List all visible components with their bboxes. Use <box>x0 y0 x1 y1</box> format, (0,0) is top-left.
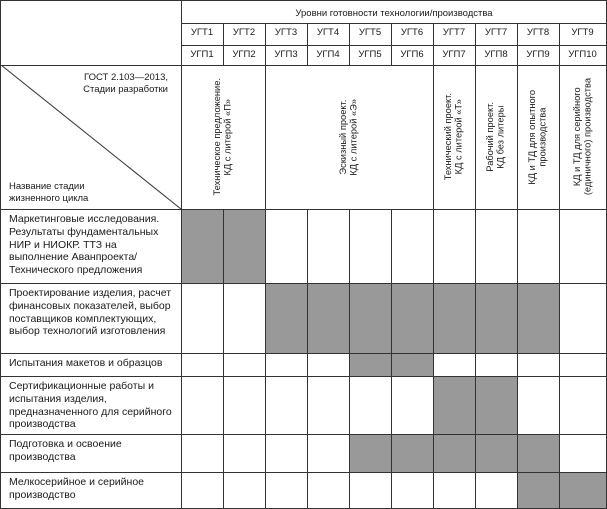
shaded-cell <box>517 434 559 472</box>
shaded-cell <box>307 283 349 353</box>
ugp-level-2: УГП2 <box>232 49 256 60</box>
gost-stage-label: Техническое предложение. КД с литерой «П» <box>212 78 233 196</box>
shaded-cell <box>349 353 391 376</box>
shaded-cell <box>223 209 265 283</box>
corner-stage-label: Название стадии жизненного цикла <box>9 181 89 204</box>
shaded-cell <box>349 283 391 353</box>
shaded-cell <box>559 472 606 508</box>
gost-stage-label: Рабочий проект. КД без литеры <box>485 102 506 172</box>
gost-stage-5 <box>517 69 559 205</box>
ugt-level-2: УГТ2 <box>232 27 256 38</box>
stage-row-label: Маркетинговые исследования. Результаты фундаментальных НИР и НИОКР. ТТЗ на выполнение Аванпроекта/Технического предложения <box>9 213 160 277</box>
gost-stage-label: КД и ТД для опытного производства <box>527 89 548 185</box>
ugt-level-9: УГТ8 <box>526 27 550 38</box>
grid-line <box>307 209 308 508</box>
corner-gost-label: ГОСТ 2.103—2013, Стадии разработки <box>83 72 168 95</box>
header-title: Уровни готовности технологии/производства <box>295 8 493 19</box>
stage-row-label: Испытания макетов и образцов <box>9 357 163 369</box>
grid-line <box>0 65 606 66</box>
grid-line <box>349 209 350 508</box>
grid-line <box>0 353 606 354</box>
ugp-level-3: УГП3 <box>274 49 298 60</box>
shaded-cell <box>433 283 475 353</box>
ugp-level-10: УГП10 <box>568 49 597 60</box>
shaded-cell <box>181 209 223 283</box>
stage-row-label: Мелкосерийное и серийное производство <box>9 476 145 501</box>
shaded-cell <box>475 434 517 472</box>
gost-stage-label: Технический проект. КД с литерой «Т» <box>443 93 464 181</box>
ugp-level-5: УГП5 <box>358 49 382 60</box>
gost-stage-4 <box>475 69 517 205</box>
shaded-cell <box>475 376 517 434</box>
shaded-cell <box>391 283 433 353</box>
grid-line <box>223 209 224 508</box>
grid-line <box>0 376 606 377</box>
stage-row-label: Проектирование изделия, расчет финансовых показателей, выбор поставщиков комплектующих, выбор технологий изготовления <box>9 287 172 338</box>
shaded-cell <box>391 353 433 376</box>
gost-stage-1 <box>181 69 265 205</box>
ugp-level-8: УГП8 <box>484 49 508 60</box>
ugt-level-8: УГТ7 <box>484 27 508 38</box>
grid-line <box>0 283 606 284</box>
ugp-level-9: УГП9 <box>526 49 550 60</box>
ugp-level-1: УГП1 <box>190 49 214 60</box>
ugt-level-10: УГТ9 <box>571 27 594 38</box>
grid-line <box>0 434 606 435</box>
shaded-cell <box>517 472 559 508</box>
shaded-cell <box>265 283 307 353</box>
stage-row-label: Подготовка и освоение производства <box>9 438 122 463</box>
gost-stage-6 <box>559 69 606 205</box>
grid-line <box>0 472 606 473</box>
ugt-level-7: УГТ7 <box>442 27 466 38</box>
gost-stage-3 <box>433 69 475 205</box>
ugt-level-5: УГТ5 <box>358 27 382 38</box>
ugt-level-4: УГТ4 <box>316 27 340 38</box>
shaded-cell <box>349 434 391 472</box>
shaded-cell <box>391 434 433 472</box>
gost-stage-2 <box>265 69 433 205</box>
ugt-level-3: УГТ3 <box>274 27 298 38</box>
ugp-level-4: УГП4 <box>316 49 340 60</box>
shaded-cell <box>517 283 559 353</box>
gost-stage-label: Эскизный проект. КД с литерой «Э» <box>338 98 359 176</box>
gost-stage-label: КД и ТД для серийного (единичного) производства <box>571 78 593 196</box>
grid-line <box>391 209 392 508</box>
shaded-cell <box>433 376 475 434</box>
shaded-cell <box>475 283 517 353</box>
ugt-level-1: УГТ1 <box>190 27 214 38</box>
ugt-level-6: УГТ6 <box>400 27 424 38</box>
ugp-level-7: УГП7 <box>442 49 466 60</box>
corner-diagonal <box>1 65 181 209</box>
stage-row-label: Сертификационные работы и испытания изделия, предназначенного для серийного производства <box>9 380 172 431</box>
grid-line <box>0 209 606 210</box>
shaded-cell <box>433 434 475 472</box>
ugp-level-6: УГП6 <box>400 49 424 60</box>
